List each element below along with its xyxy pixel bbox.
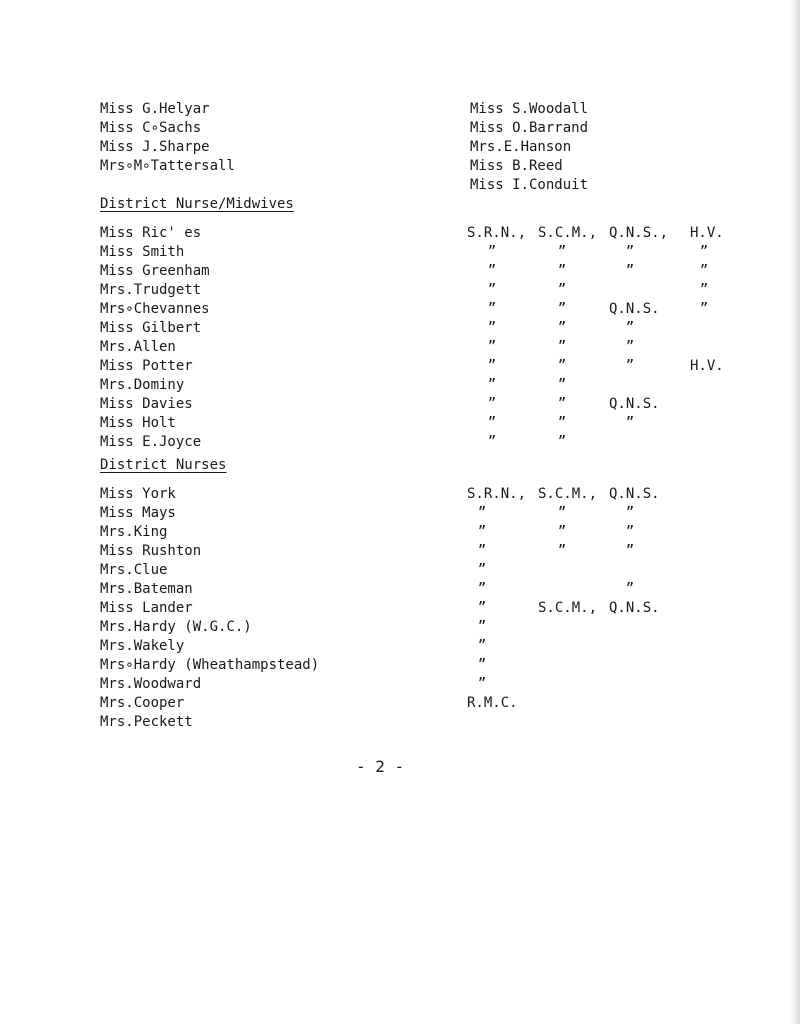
ditto-mark: ” (477, 638, 487, 654)
qual-qns: Q.N.S. (609, 600, 660, 616)
ditto-mark: ” (487, 415, 497, 431)
ditto-mark: ” (557, 505, 567, 521)
ditto-mark: ” (487, 282, 497, 298)
ditto-mark: ” (699, 301, 709, 317)
ditto-mark: ” (625, 415, 635, 431)
row-name: Mrs.Cooper (100, 695, 185, 711)
section-heading-district-nurses: District Nurses (100, 457, 227, 473)
qual-srn: S.R.N., (467, 486, 527, 502)
top-right-name: Miss B.Reed (470, 158, 563, 174)
ditto-mark: ” (487, 244, 497, 260)
row-name: Mrs.Peckett (100, 714, 193, 730)
ditto-mark: ” (557, 377, 567, 393)
ditto-mark: ” (477, 676, 487, 692)
ditto-mark: ” (487, 396, 497, 412)
row-name: Mrs.Woodward (100, 676, 202, 692)
ditto-mark: ” (557, 244, 567, 260)
ditto-mark: ” (699, 244, 709, 260)
qual-scm: S.C.M., (538, 600, 598, 616)
row-name: Mrs∘Chevannes (100, 301, 210, 317)
top-right-name: Miss I.Conduit (470, 177, 589, 193)
top-left-name: Mrs∘M∘Tattersall (100, 158, 235, 174)
qual-scm: S.C.M., (538, 225, 598, 241)
page-number: - 2 - (356, 757, 405, 776)
qual-qns: Q.N.S. (609, 486, 660, 502)
ditto-mark: ” (487, 377, 497, 393)
ditto-mark: ” (477, 562, 487, 578)
ditto-mark: ” (477, 543, 487, 559)
qual-hv: H.V. (690, 358, 724, 374)
ditto-mark: ” (625, 543, 635, 559)
row-name: Miss York (100, 486, 176, 502)
row-name: Mrs.Allen (100, 339, 176, 355)
row-name: Miss Smith (100, 244, 185, 260)
ditto-mark: ” (557, 358, 567, 374)
row-name: Miss Davies (100, 396, 193, 412)
row-name: Miss Gilbert (100, 320, 202, 336)
ditto-mark: ” (557, 396, 567, 412)
ditto-mark: ” (625, 244, 635, 260)
top-right-name: Mrs.E.Hanson (470, 139, 572, 155)
section-heading-nurse-midwives: District Nurse/Midwives (100, 196, 294, 212)
row-name: Mrs.Trudgett (100, 282, 202, 298)
row-name: Miss Greenham (100, 263, 210, 279)
ditto-mark: ” (487, 434, 497, 450)
row-name: Miss E.Joyce (100, 434, 202, 450)
ditto-mark: ” (487, 263, 497, 279)
row-name: Mrs.Hardy (W.G.C.) (100, 619, 252, 635)
top-left-name: Miss J.Sharpe (100, 139, 210, 155)
ditto-mark: ” (625, 320, 635, 336)
row-name: Mrs.King (100, 524, 168, 540)
ditto-mark: ” (477, 581, 487, 597)
ditto-mark: ” (557, 524, 567, 540)
row-name: Miss Mays (100, 505, 176, 521)
row-name: Mrs∘Hardy (Wheathampstead) (100, 657, 320, 673)
ditto-mark: ” (477, 619, 487, 635)
qual-hv: H.V. (690, 225, 724, 241)
ditto-mark: ” (487, 320, 497, 336)
ditto-mark: ” (487, 301, 497, 317)
ditto-mark: ” (699, 282, 709, 298)
ditto-mark: ” (477, 505, 487, 521)
top-left-name: Miss G.Helyar (100, 101, 210, 117)
ditto-mark: ” (625, 339, 635, 355)
ditto-mark: ” (557, 434, 567, 450)
row-name: Mrs.Dominy (100, 377, 185, 393)
top-left-name: Miss C∘Sachs (100, 120, 202, 136)
ditto-mark: ” (625, 581, 635, 597)
ditto-mark: ” (625, 505, 635, 521)
ditto-mark: ” (625, 358, 635, 374)
ditto-mark: ” (557, 301, 567, 317)
row-name: Miss Rushton (100, 543, 202, 559)
ditto-mark: ” (557, 543, 567, 559)
qual-scm: S.C.M., (538, 486, 598, 502)
ditto-mark: ” (557, 263, 567, 279)
qual-qns: Q.N.S. (609, 396, 660, 412)
ditto-mark: ” (625, 524, 635, 540)
top-right-name: Miss S.Woodall (470, 101, 589, 117)
row-name: Miss Holt (100, 415, 176, 431)
ditto-mark: ” (477, 524, 487, 540)
top-right-name: Miss O.Barrand (470, 120, 589, 136)
ditto-mark: ” (487, 358, 497, 374)
qual-rmc: R.M.C. (467, 695, 518, 711)
row-name: Miss Lander (100, 600, 193, 616)
qual-qns: Q.N.S. (609, 301, 660, 317)
qual-qns: Q.N.S., (609, 225, 669, 241)
ditto-mark: ” (477, 657, 487, 673)
ditto-mark: ” (557, 415, 567, 431)
page-edge-shadow (790, 0, 800, 1024)
qual-srn: S.R.N., (467, 225, 527, 241)
row-name: Mrs.Clue (100, 562, 168, 578)
ditto-mark: ” (557, 320, 567, 336)
row-name: Miss Ric' es (100, 225, 202, 241)
ditto-mark: ” (557, 282, 567, 298)
row-name: Mrs.Wakely (100, 638, 185, 654)
ditto-mark: ” (477, 600, 487, 616)
ditto-mark: ” (557, 339, 567, 355)
ditto-mark: ” (487, 339, 497, 355)
ditto-mark: ” (625, 263, 635, 279)
row-name: Miss Potter (100, 358, 193, 374)
row-name: Mrs.Bateman (100, 581, 193, 597)
ditto-mark: ” (699, 263, 709, 279)
